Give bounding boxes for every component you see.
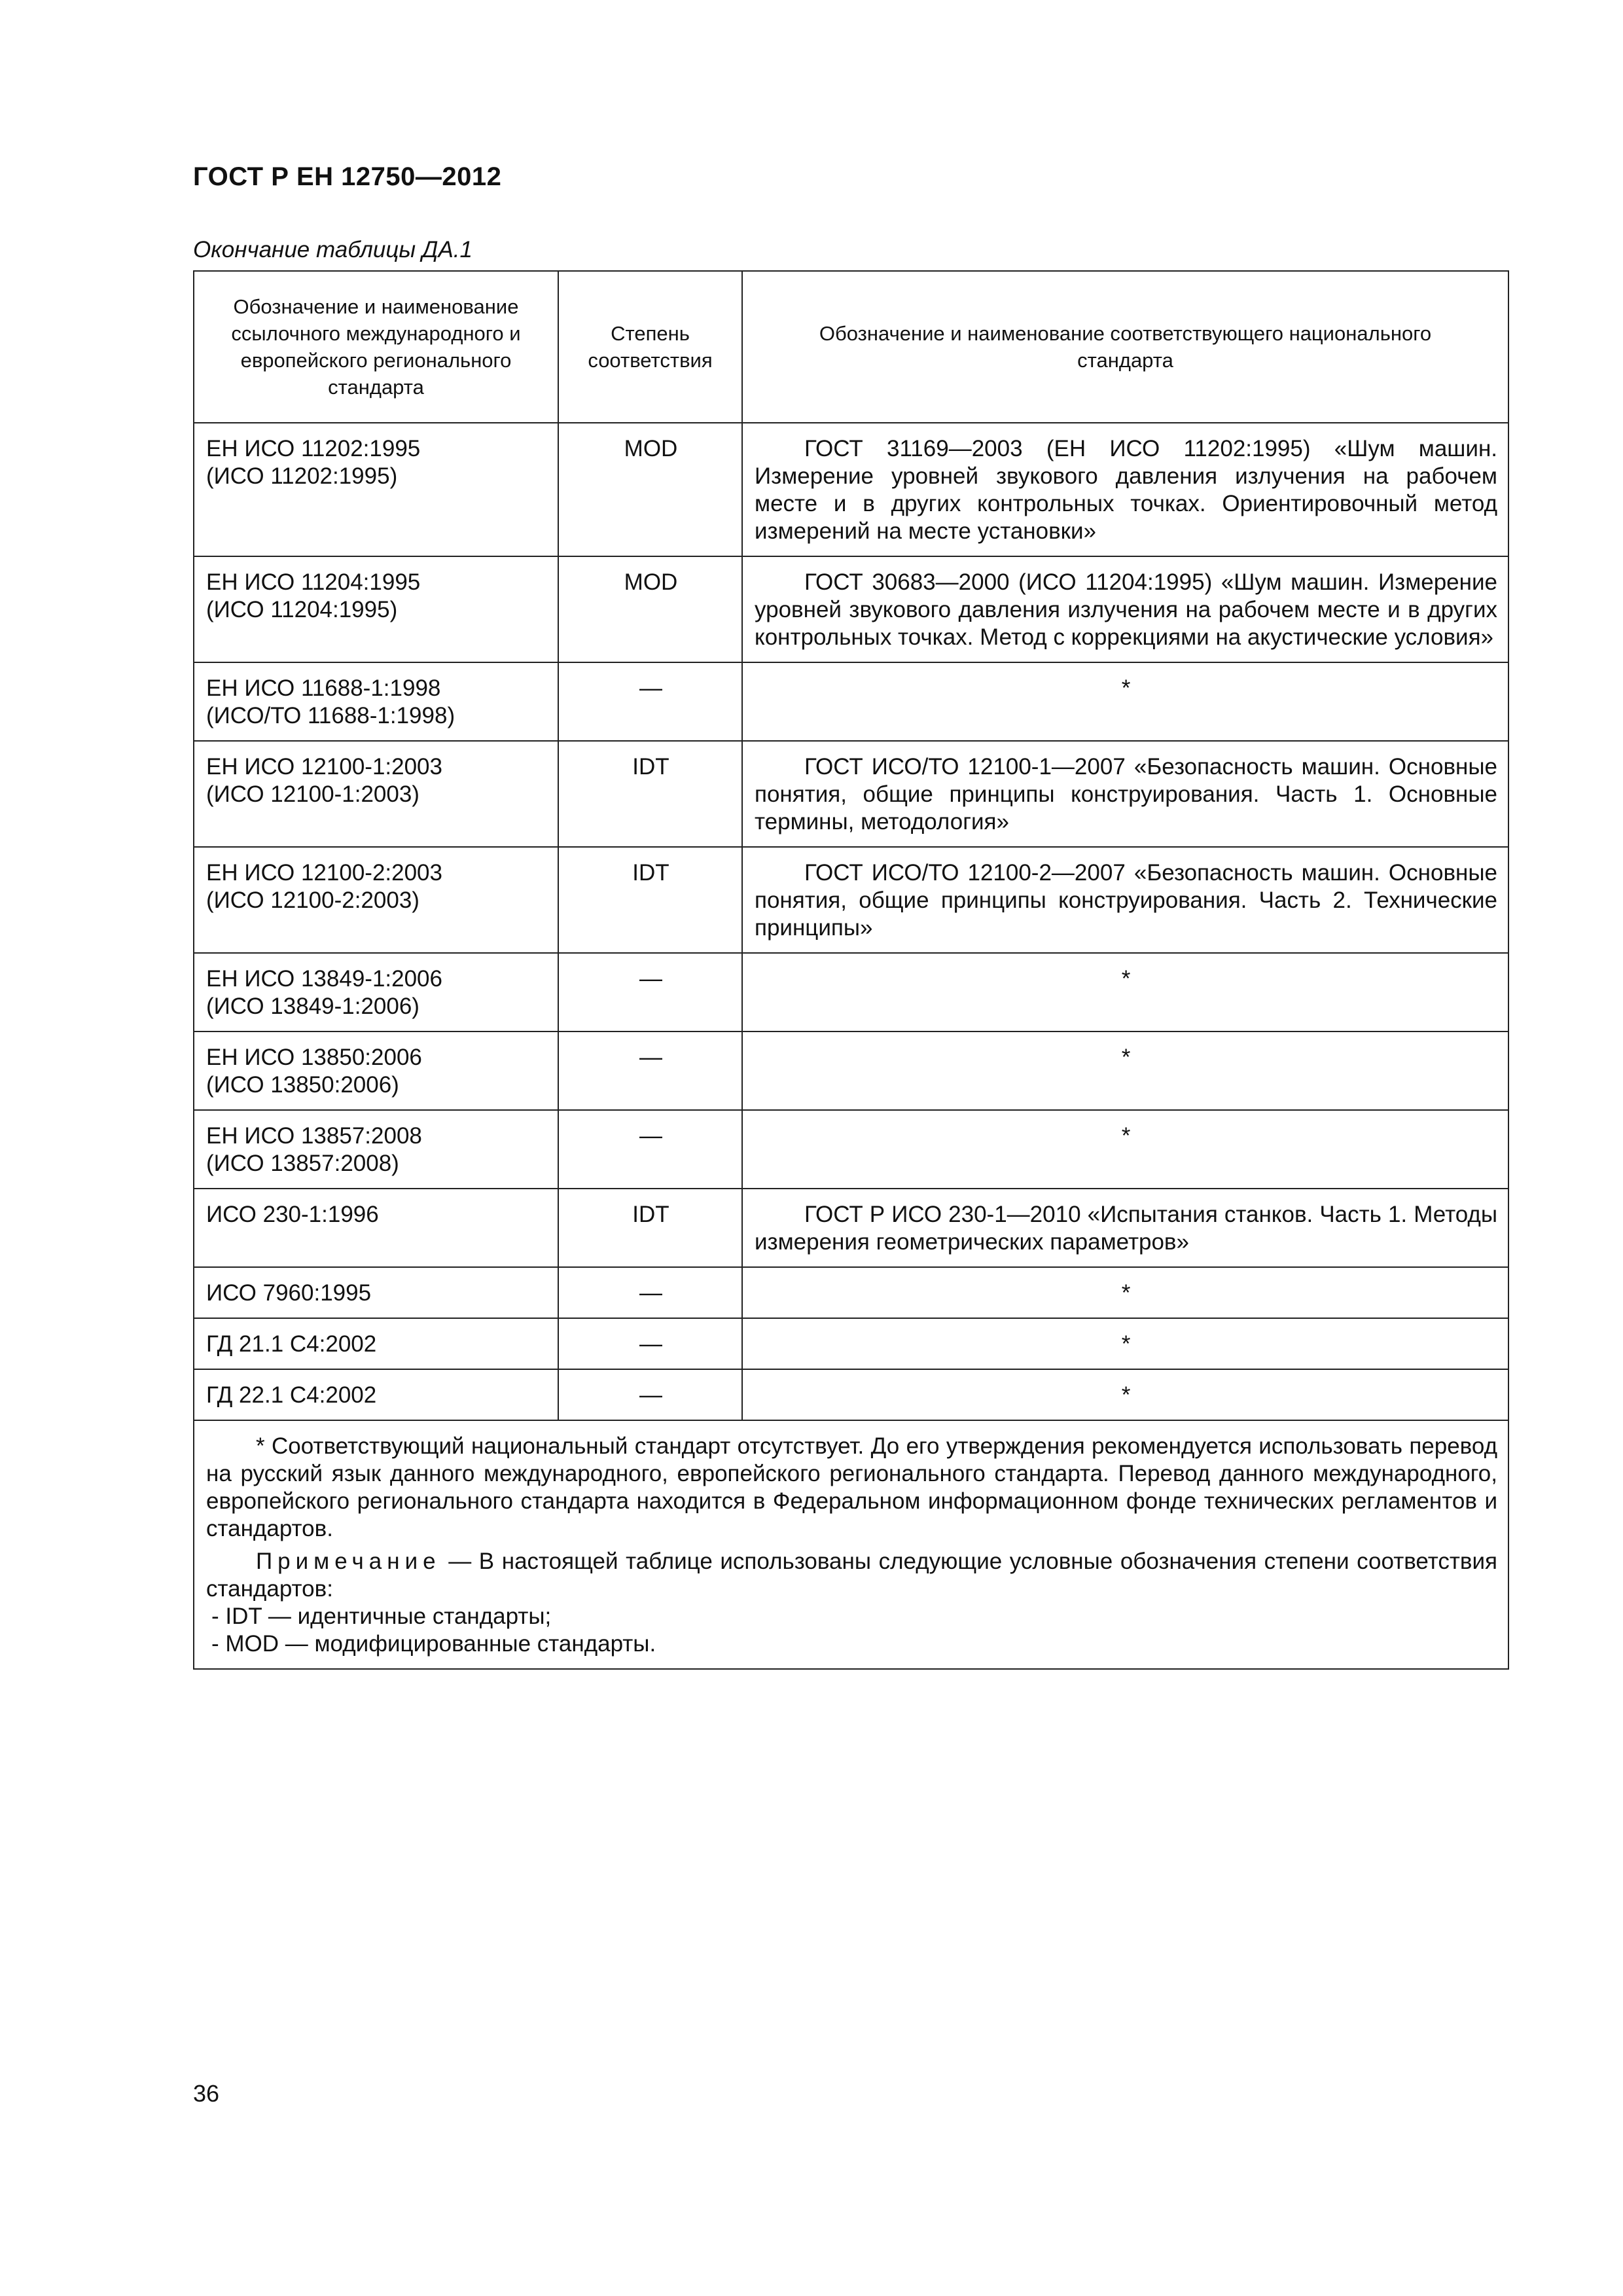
national-standard-cell: ГОСТ Р ИСО 230-1—2010 «Испытания станков. Часть 1. Методы измерения геометрических параметров» — [742, 1189, 1508, 1267]
note-label: Примечание — [256, 1549, 441, 1574]
international-standard-cell: ИСО 7960:1995 — [194, 1267, 558, 1318]
international-standard-cell: ЕН ИСО 12100-1:2003 (ИСО 12100-1:2003) — [194, 741, 558, 847]
national-standard-cell: * — [742, 1369, 1508, 1420]
table-header-row — [194, 271, 1508, 423]
table-row — [194, 1031, 1508, 1110]
national-standard-cell: ГОСТ 30683—2000 (ИСО 11204:1995) «Шум машин. Измерение уровней звукового давления излучения на рабочем месте и в других контрольных точках. Метод с коррекциями на акустические условия» — [742, 556, 1508, 662]
national-standard-cell: * — [742, 1318, 1508, 1369]
international-standard-cell: ЕН ИСО 11688-1:1998 (ИСО/ТО 11688-1:1998) — [194, 662, 558, 741]
page-number: 36 — [193, 2080, 220, 2107]
international-standard-cell: ЕН ИСО 13850:2006 (ИСО 13850:2006) — [194, 1031, 558, 1110]
note-paragraph — [206, 1548, 1497, 1603]
table-row — [194, 1267, 1508, 1318]
national-standard-cell: ГОСТ ИСО/ТО 12100-1—2007 «Безопасность машин. Основные понятия, общие принципы конструирования. Часть 1. Основные термины, методология» — [742, 741, 1508, 847]
degree-cell: IDT — [558, 741, 742, 847]
degree-cell: — — [558, 953, 742, 1031]
correspondence-table — [193, 270, 1509, 1670]
international-standard-cell: ГД 21.1 С4:2002 — [194, 1318, 558, 1369]
header-degree-of-correspondence: Степень соответствия — [558, 271, 742, 423]
degree-cell: — — [558, 1369, 742, 1420]
list-item: - IDT — идентичные стандарты; — [211, 1604, 552, 1629]
table-caption: Окончание таблицы ДА.1 — [193, 237, 473, 262]
national-standard-cell: ГОСТ ИСО/ТО 12100-2—2007 «Безопасность машин. Основные понятия, общие принципы конструирования. Часть 2. Технические принципы» — [742, 847, 1508, 953]
degree-cell: IDT — [558, 847, 742, 953]
international-standard-cell: ЕН ИСО 13849-1:2006 (ИСО 13849-1:2006) — [194, 953, 558, 1031]
table-row — [194, 1110, 1508, 1189]
degree-cell: MOD — [558, 556, 742, 662]
international-standard-cell: ЕН ИСО 13857:2008 (ИСО 13857:2008) — [194, 1110, 558, 1189]
table-row — [194, 1318, 1508, 1369]
international-standard-cell: ГД 22.1 С4:2002 — [194, 1369, 558, 1420]
table-row — [194, 953, 1508, 1031]
note-text: — В настоящей таблице использованы следующие условные обозначения степени соответствия стандартов: — [206, 1549, 1497, 1602]
table-row — [194, 1189, 1508, 1267]
national-standard-cell: * — [742, 953, 1508, 1031]
international-standard-cell: ЕН ИСО 11202:1995 (ИСО 11202:1995) — [194, 423, 558, 556]
international-standard-cell: ЕН ИСО 12100-2:2003 (ИСО 12100-2:2003) — [194, 847, 558, 953]
notes-cell — [194, 1420, 1508, 1669]
degree-cell: — — [558, 1110, 742, 1189]
table-row — [194, 662, 1508, 741]
degree-cell: MOD — [558, 423, 742, 556]
table-row — [194, 556, 1508, 662]
header-national-standard: Обозначение и наименование соответствующего национального стандарта — [742, 271, 1508, 423]
header-international-standard: Обозначение и наименование ссылочного международного и европейского регионального стандарта — [194, 271, 558, 423]
table-row — [194, 847, 1508, 953]
table-row — [194, 741, 1508, 847]
document-header: ГОСТ Р ЕН 12750—2012 — [193, 162, 502, 191]
degree-cell: IDT — [558, 1189, 742, 1267]
national-standard-cell: * — [742, 662, 1508, 741]
national-standard-cell: * — [742, 1031, 1508, 1110]
national-standard-cell: * — [742, 1267, 1508, 1318]
national-standard-cell: * — [742, 1110, 1508, 1189]
list-item: - MOD — модифицированные стандарты. — [211, 1631, 656, 1657]
degree-cell: — — [558, 662, 742, 741]
table-row — [194, 1369, 1508, 1420]
degree-cell: — — [558, 1318, 742, 1369]
footnote: * Соответствующий национальный стандарт отсутствует. До его утверждения рекомендуется использовать перевод на русский язык данного международного, европейского регионального стандарта. Перевод данного международного, европейского регионального стандарта находится в Федеральном информационном фонде технических регламентов и стандартов. — [206, 1433, 1497, 1541]
international-standard-cell: ЕН ИСО 11204:1995 (ИСО 11204:1995) — [194, 556, 558, 662]
abbreviation-list — [206, 1603, 1497, 1658]
degree-cell: — — [558, 1031, 742, 1110]
notes-row — [194, 1420, 1508, 1669]
international-standard-cell: ИСО 230-1:1996 — [194, 1189, 558, 1267]
degree-cell: — — [558, 1267, 742, 1318]
table-row — [194, 423, 1508, 556]
national-standard-cell: ГОСТ 31169—2003 (ЕН ИСО 11202:1995) «Шум машин. Измерение уровней звукового давления излучения на рабочем месте и в других контрольных точках. Ориентировочный метод измерений на месте установки» — [742, 423, 1508, 556]
